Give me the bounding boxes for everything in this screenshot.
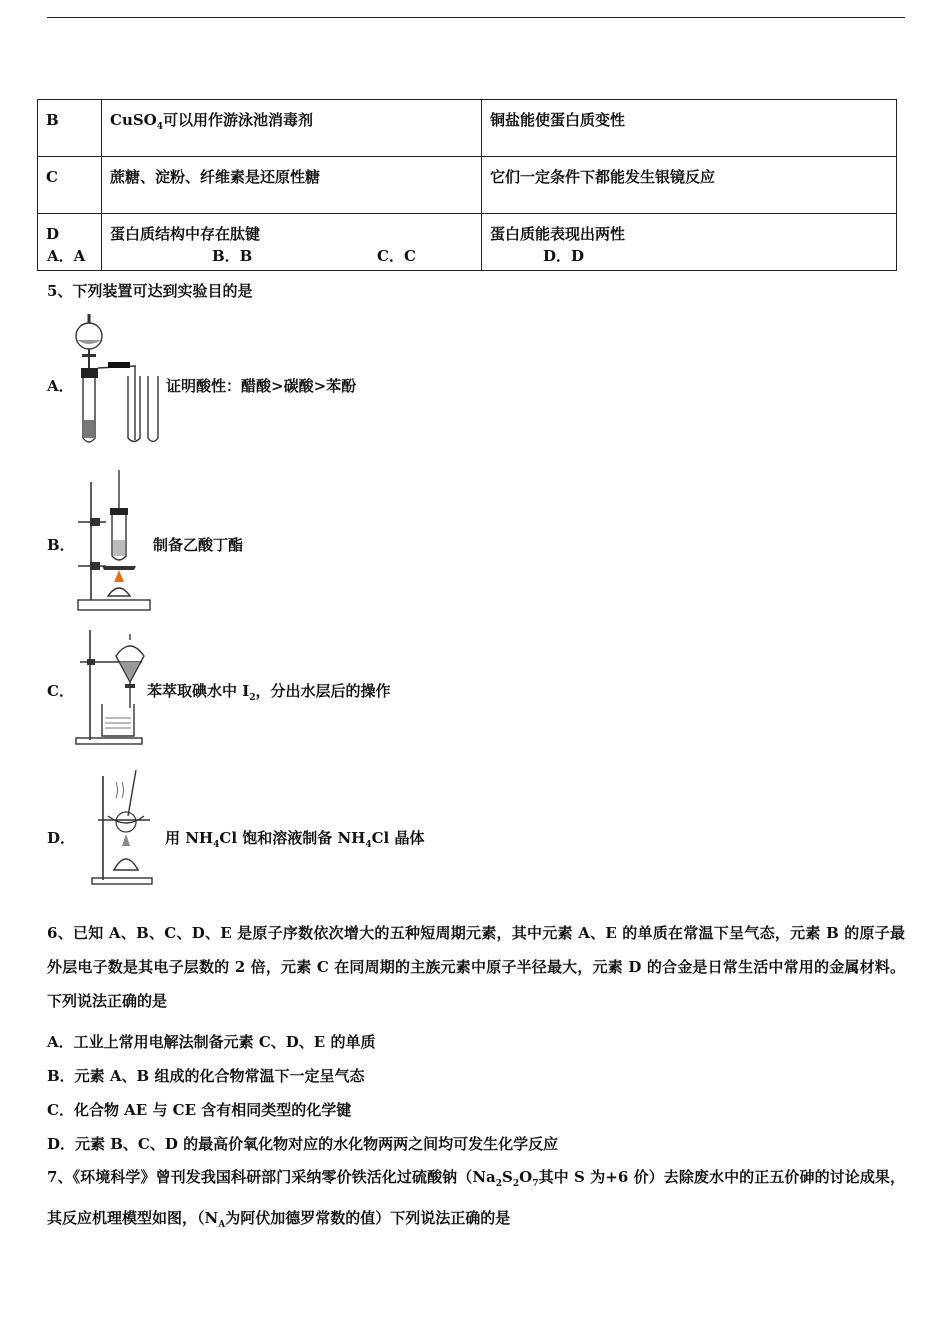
option-cell: D — [38, 214, 102, 271]
q4-choice-b: B．B — [212, 247, 253, 265]
reason-cell: 蛋白质能表现出两性 — [482, 214, 897, 271]
q7-stem: 7、《环境科学》曾刊发我国科研部门采纳零价铁活化过硫酸钠（$Na_2S_2O_7$其中 S 为+6 价）去除废水中的正五价砷的讨论成果，其反应机理模型如图，（$N_A$为阿伏加德罗常数的值）下列说法正确的是 — [47, 1168, 905, 1230]
q5-c-label: C． — [47, 682, 74, 700]
q5-b-text: 制备乙酸丁酯 — [153, 536, 244, 554]
q6-option-a: A．工业上常用电解法制备元素 C、D、E 的单质 — [47, 1033, 376, 1051]
q5-b-apparatus-figure — [76, 470, 152, 612]
q5-a-apparatus-figure — [68, 310, 160, 448]
q5-d-text: 用 $NH_4Cl$ 饱和溶液制备 $NH_4Cl$ 晶体 — [165, 829, 425, 850]
q5-a-label: A． — [47, 377, 74, 395]
statement-cell: CuSO$_4$可以用作游泳池消毒剂 — [102, 100, 482, 157]
q4-choice-a: A．A — [47, 247, 86, 265]
table-row — [38, 214, 897, 271]
reason-cell: 它们一定条件下都能发生银镜反应 — [482, 157, 897, 214]
option-cell: C — [38, 157, 102, 214]
q5-c-text: 苯萃取碘水中 $I_2$，分出水层后的操作 — [147, 682, 391, 703]
q5-d-apparatus-figure — [88, 768, 158, 886]
options-table — [37, 99, 897, 271]
option-cell: B — [38, 100, 102, 157]
statement-cell: 蔗糖、淀粉、纤维素是还原性糖 — [102, 157, 482, 214]
q4-choice-c: C．C — [377, 247, 416, 265]
q4-choice-d: D．D — [543, 247, 585, 265]
q5-c-apparatus-figure — [72, 628, 152, 746]
q6-option-c: C．化合物 AE 与 CE 含有相同类型的化学键 — [47, 1101, 352, 1119]
q5-stem: 5、下列装置可达到实验目的是 — [47, 282, 253, 300]
table-row — [38, 100, 897, 157]
header-rule — [47, 17, 905, 18]
q5-b-label: B． — [47, 536, 75, 554]
q6-option-d: D．元素 B、C、D 的最高价氧化物对应的水化物两两之间均可发生化学反应 — [47, 1135, 559, 1153]
table-row — [38, 157, 897, 214]
q5-d-label: D． — [47, 829, 76, 847]
q5-a-text: 证明酸性：醋酸>碳酸>苯酚 — [166, 377, 357, 395]
q6-option-b: B．元素 A、B 组成的化合物常温下一定呈气态 — [47, 1067, 365, 1085]
q6-stem: 6、已知 A、B、C、D、E 是原子序数依次增大的五种短周期元素，其中元素 A、E 的单质在常温下呈气态，元素 B 的原子最外层电子数是其电子层数的 2 倍，元素 C 在同周期的主族元素中原子半径最大，元素 D 的合金是日常生活中常用的金属材料。下列说法正确的是 — [47, 924, 905, 1010]
reason-cell: 铜盐能使蛋白质变性 — [482, 100, 897, 157]
statement-cell: 蛋白质结构中存在肽键 — [102, 214, 482, 271]
